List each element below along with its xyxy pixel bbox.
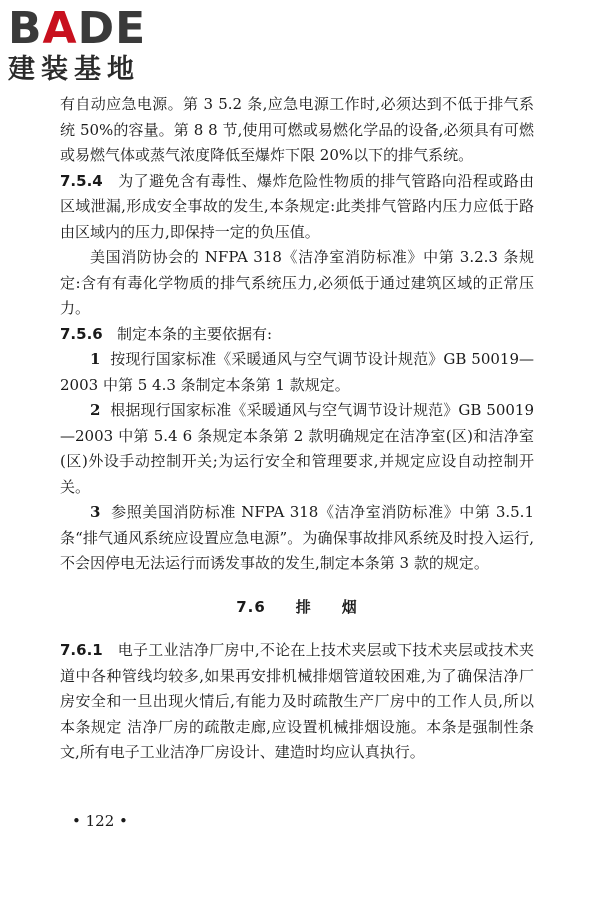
document-body — [60, 92, 534, 766]
clause-7-6-1 — [60, 638, 534, 766]
item-text: 按现行国家标准《采暖通风与空气调节设计规范》GB 50019—2003 中第 5 4.3 条制定本条第 1 款规定。 — [60, 350, 534, 394]
clause-7-5-6 — [60, 322, 534, 348]
clause-text: 制定本条的主要依据有: — [117, 324, 273, 343]
logo-subtitle: 建装基地 — [8, 54, 140, 85]
paragraph-continuation: 有自动应急电源。第 3 5.2 条,应急电源工作时,必须达到不低于排气系统 50%的容量。第 8 8 节,使用可燃或易燃化学品的设备,必须具有可燃或易燃气体或蒸气浓度降低至爆炸下限 20%以下的排气系统。 — [60, 95, 534, 164]
list-item-3 — [60, 500, 534, 577]
section-title-part-a: 排 — [295, 597, 312, 616]
clause-number: 7.5.4 — [60, 171, 103, 190]
paragraph-nfpa-reference: 美国消防协会的 NFPA 318《洁净室消防标准》中第 3.2.3 条规定:含有有毒化学物质的排气系统压力,必须低于通过建筑区域的正常压力。 — [60, 248, 534, 317]
item-number: 1 — [90, 350, 101, 368]
list-item-2 — [60, 398, 534, 500]
page-number: • 122 • — [72, 812, 128, 830]
list-item-1 — [60, 347, 534, 398]
section-number: 7.6 — [236, 597, 266, 616]
item-text: 参照美国消防标准 NFPA 318《洁净室消防标准》中第 3.5.1条“排气通风系统应设置应急电源”。为确保事故排风系统及时投入运行,不会因停电无法运行而诱发事故的发生,制定本条第 3 款的规定。 — [60, 503, 534, 572]
item-number: 3 — [90, 503, 101, 521]
item-number: 2 — [90, 401, 101, 419]
clause-number: 7.6.1 — [60, 641, 103, 659]
logo-wordmark: BADE — [8, 3, 147, 54]
clause-text: 为了避免含有毒性、爆炸危险性物质的排气管路向沿程或路由区域泄漏,形成安全事故的发生,本条规定:此类排气管路内压力应低于路由区域内的压力,即保持一定的负压值。 — [60, 171, 534, 241]
section-title-part-b: 烟 — [341, 597, 358, 616]
bade-logo — [8, 4, 178, 90]
clause-text: 电子工业洁净厂房中,不论在上技术夹层或下技术夹层或技术夹道中各种管线均较多,如果再安排机械排烟管道较困难,为了确保洁净厂房安全和一旦出现火情后,有能力及时疏散生产厂房中的工作人员,所以本条规定 洁净厂房的疏散走廊,应设置机械排烟设施。本条是强制性条文,所有电子工业洁净厂房设计、建造时均应认真执行。 — [60, 641, 534, 761]
section-heading — [60, 595, 534, 621]
clause-7-5-4 — [60, 169, 534, 246]
item-text: 根据现行国家标准《采暖通风与空气调节设计规范》GB 50019—2003 中第 5.4 6 条规定本条第 2 款明确规定在洁净室(区)和洁净室(区)外设手动控制开关;为运行安全和管理要求,并规定应设自动控制开关。 — [60, 401, 534, 496]
clause-number: 7.5.6 — [60, 324, 103, 343]
